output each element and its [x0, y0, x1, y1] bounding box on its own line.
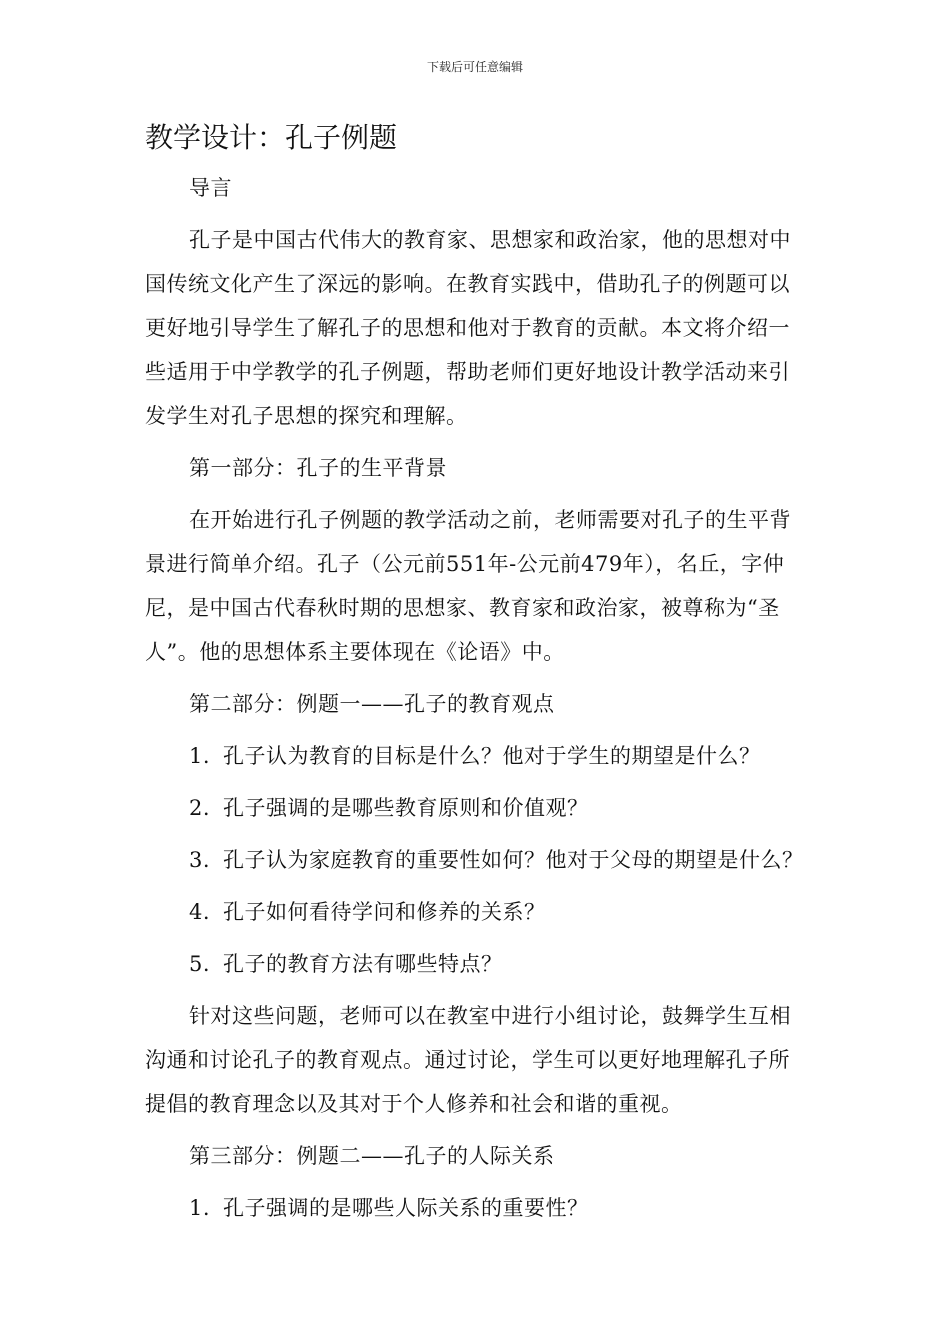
list-item-number: 3. — [189, 848, 211, 872]
list-item-number: 4. — [189, 900, 211, 924]
list-item-number: 1. — [189, 744, 211, 768]
list-item-text: 孔子认为教育的目标是什么？他对于学生的期望是什么？ — [223, 744, 761, 768]
list-item-number: 1. — [189, 1196, 211, 1220]
list-item — [189, 1186, 805, 1230]
document-body — [145, 118, 805, 1238]
list-item-text: 孔子如何看待学问和修养的关系？ — [223, 900, 546, 924]
intro-paragraph: 孔子是中国古代伟大的教育家、思想家和政治家，他的思想对中国传统文化产生了深远的影响。在教育实践中，借助孔子的例题可以更好地引导学生了解孔子的思想和他对于教育的贡献。本文将介绍一些适用于中学教学的孔子例题，帮助老师们更好地设计教学活动来引发学生对孔子思想的探究和理解。 — [145, 228, 791, 428]
list-item-text: 孔子强调的是哪些人际关系的重要性？ — [223, 1196, 589, 1220]
list-item-text: 孔子的教育方法有哪些特点？ — [223, 952, 503, 976]
list-item-text: 孔子认为家庭教育的重要性如何？他对于父母的期望是什么？ — [223, 848, 804, 872]
part2-paragraph: 针对这些问题，老师可以在教室中进行小组讨论，鼓舞学生互相沟通和讨论孔子的教育观点。通过讨论，学生可以更好地理解孔子所提倡的教育理念以及其对于个人修养和社会和谐的重视。 — [145, 1004, 791, 1116]
part3-heading: 第三部分：例题二——孔子的人际关系 — [189, 1144, 555, 1168]
list-item — [189, 942, 805, 986]
part2-question-list — [145, 734, 805, 986]
list-item-number: 2. — [189, 796, 211, 820]
list-item — [189, 838, 805, 882]
part1-paragraph: 在开始进行孔子例题的教学活动之前，老师需要对孔子的生平背景进行简单介绍。孔子（公元前551年-公元前479年），名丘，字仲尼，是中国古代春秋时期的思想家、教育家和政治家，被尊称为“圣人”。他的思想体系主要体现在《论语》中。 — [145, 508, 791, 664]
part2-heading: 第二部分：例题一——孔子的教育观点 — [189, 692, 555, 716]
list-item-text: 孔子强调的是哪些教育原则和价值观？ — [223, 796, 589, 820]
page-header-note: 下载后可任意编辑 — [426, 60, 523, 74]
list-item — [189, 734, 805, 778]
list-item — [189, 890, 805, 934]
document-title: 教学设计：孔子例题 — [145, 121, 398, 154]
part1-heading: 第一部分：孔子的生平背景 — [189, 456, 447, 480]
list-item-number: 5. — [189, 952, 211, 976]
part3-question-list — [145, 1186, 805, 1230]
list-item — [189, 786, 805, 830]
intro-heading: 导言 — [189, 176, 232, 200]
